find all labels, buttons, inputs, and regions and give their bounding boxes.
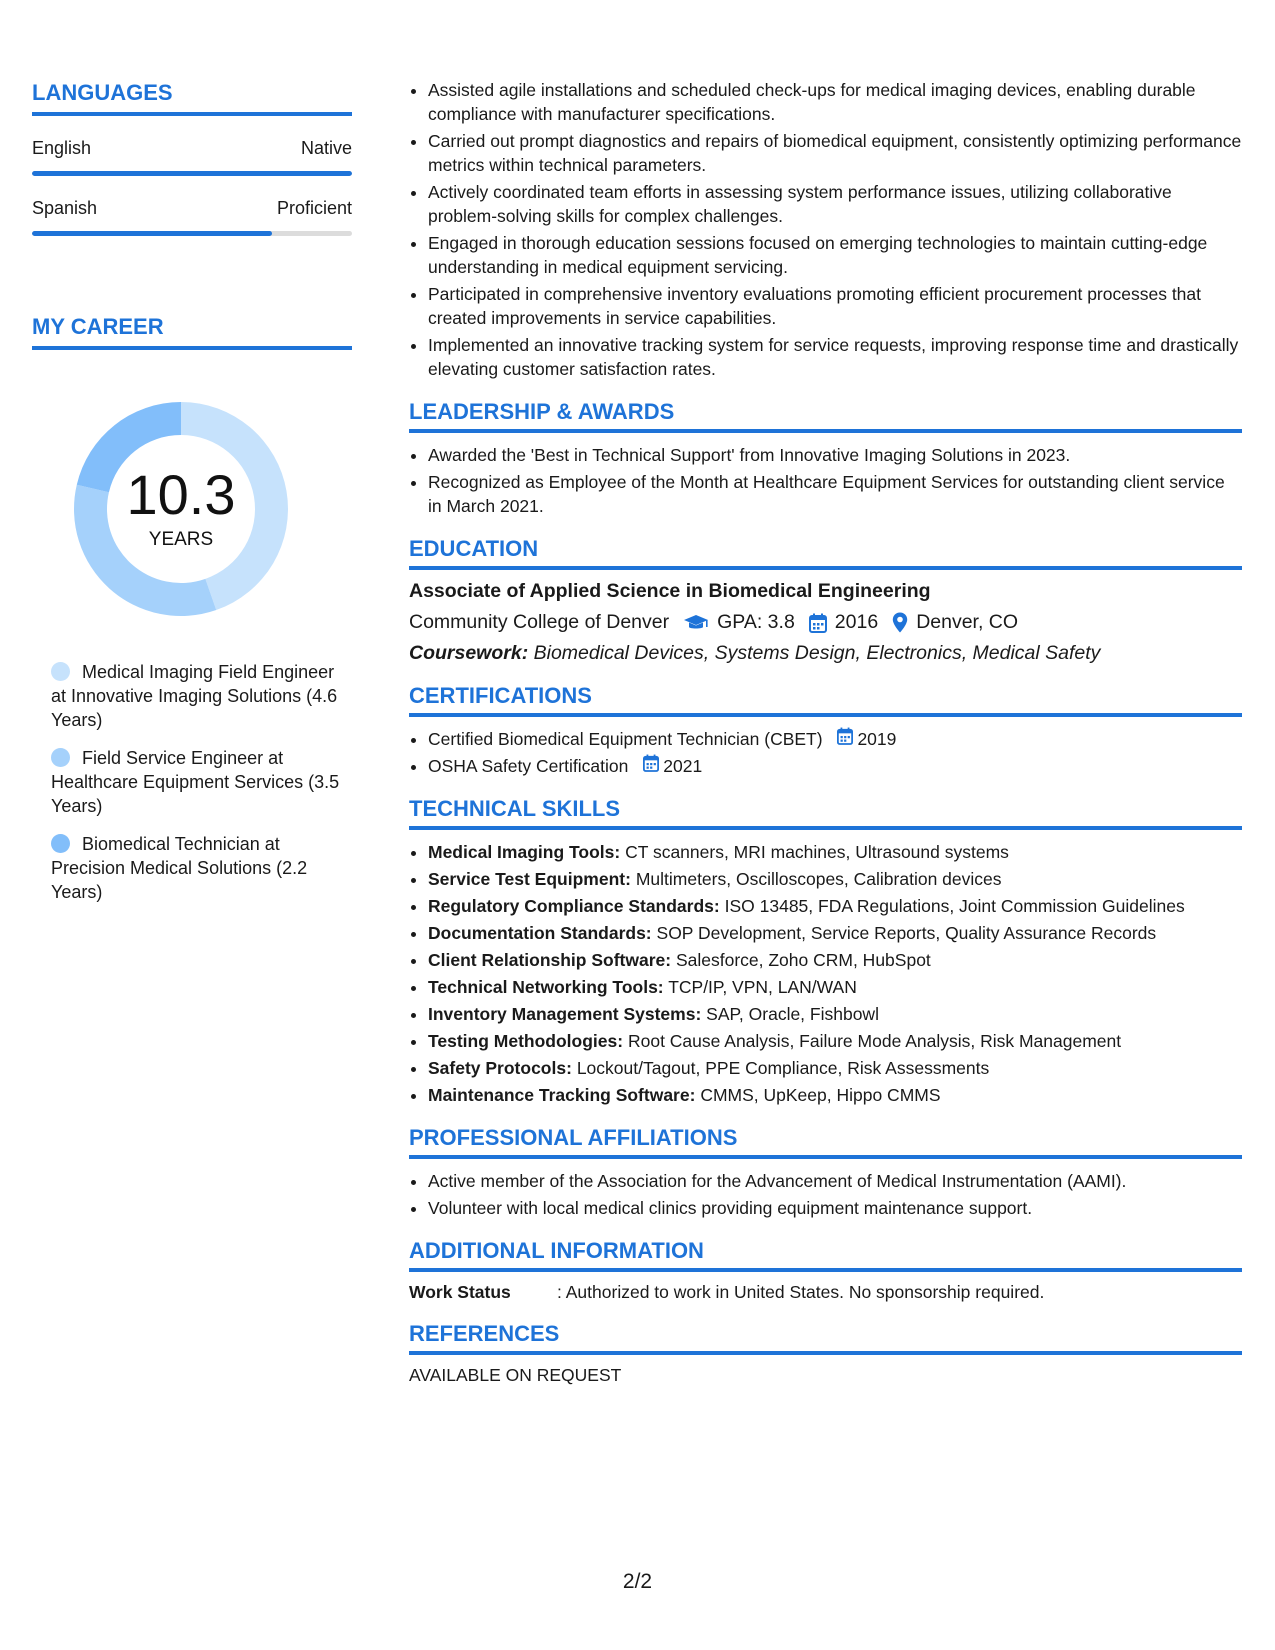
experience-bullet: • Engaged in thorough education sessions focused on emerging technologies to maintain cutting-edge understanding in medical equipment servicing.	[428, 231, 1242, 279]
skill-value: Lockout/Tagout, PPE Compliance, Risk Assessments	[576, 1058, 990, 1078]
skill-value: Salesforce, Zoho CRM, HubSpot	[675, 950, 931, 970]
leadership-item: • Awarded the 'Best in Technical Support' from Innovative Imaging Solutions in 2023.	[428, 443, 1242, 467]
skill-label: Medical Imaging Tools:	[428, 842, 621, 862]
leadership-list	[409, 443, 1242, 518]
education-gpa: GPA: 3.8	[717, 611, 795, 633]
education-year: 2016	[834, 611, 879, 633]
skill-label: Testing Methodologies:	[428, 1031, 624, 1051]
education-degree: Associate of Applied Science in Biomedical Engineering	[409, 580, 931, 602]
experience-bullets	[409, 78, 1242, 381]
education-location: Denver, CO	[916, 611, 1019, 633]
language-level: Proficient	[276, 198, 352, 218]
language-name: Spanish	[32, 198, 98, 218]
legend-dot-icon	[51, 748, 70, 767]
sidebar	[32, 80, 352, 918]
certification-name: OSHA Safety Certification	[428, 756, 629, 776]
skill-item	[428, 1029, 1242, 1053]
skill-value: Multimeters, Oscilloscopes, Calibration devices	[635, 869, 1002, 889]
work-status-label: Work Status	[409, 1282, 511, 1302]
experience-bullet: • Participated in comprehensive inventory evaluations promoting efficient procurement processes that created improvements in service capabilities.	[428, 282, 1242, 330]
certification-year: 2021	[663, 756, 703, 776]
skill-value: Root Cause Analysis, Failure Mode Analysis, Risk Management	[627, 1031, 1122, 1051]
career-title: MY CAREER	[32, 314, 352, 350]
legend-dot-icon	[51, 662, 70, 681]
map-pin-icon	[892, 612, 908, 633]
skill-label: Safety Protocols:	[428, 1058, 572, 1078]
calendar-icon	[837, 727, 853, 751]
calendar-icon	[643, 754, 659, 778]
skill-item	[428, 867, 1242, 891]
work-status-value: : Authorized to work in United States. No sponsorship required.	[557, 1282, 1045, 1302]
work-status-row	[409, 1282, 1242, 1303]
skill-item	[428, 948, 1242, 972]
experience-bullet: • Carried out prompt diagnostics and repairs of biomedical equipment, consistently optimizing performance metrics within technical parameters.	[428, 129, 1242, 177]
skill-item	[428, 975, 1242, 999]
experience-bullet: • Implemented an innovative tracking system for service requests, improving response time and drastically elevating customer satisfaction rates.	[428, 333, 1242, 381]
leadership-item: • Recognized as Employee of the Month at Healthcare Equipment Services for outstanding client service in March 2021.	[428, 470, 1242, 518]
certification-year: 2019	[857, 729, 897, 749]
career-total-years: 10.3	[126, 463, 236, 526]
leadership-title: LEADERSHIP & AWARDS	[409, 399, 1242, 433]
references-title: REFERENCES	[409, 1321, 1242, 1355]
graduation-cap-icon	[683, 614, 709, 632]
certification-item	[428, 754, 1242, 778]
coursework-value: Biomedical Devices, Systems Design, Electronics, Medical Safety	[533, 642, 1101, 664]
certifications-list	[409, 727, 1242, 778]
skill-value: TCP/IP, VPN, LAN/WAN	[668, 977, 857, 997]
skill-label: Technical Networking Tools:	[428, 977, 664, 997]
career-legend-label: Medical Imaging Field Engineer at Innovative Imaging Solutions (4.6 Years)	[51, 662, 338, 730]
main-content	[409, 78, 1242, 1386]
certifications-title: CERTIFICATIONS	[409, 683, 1242, 717]
legend-dot-icon	[51, 834, 70, 853]
certification-item	[428, 727, 1242, 751]
skill-value: CMMS, UpKeep, Hippo CMMS	[700, 1085, 941, 1105]
education-school: Community College of Denver	[409, 611, 670, 633]
skill-item	[428, 1056, 1242, 1080]
skill-value: SOP Development, Service Reports, Quality Assurance Records	[656, 923, 1157, 943]
affiliation-item: • Active member of the Association for the Advancement of Medical Instrumentation (AAMI).	[428, 1169, 1242, 1193]
coursework-label: Coursework:	[409, 642, 529, 664]
skill-label: Maintenance Tracking Software:	[428, 1085, 696, 1105]
language-name: English	[32, 138, 92, 158]
career-legend-label: Biomedical Technician at Precision Medical Solutions (2.2 Years)	[51, 834, 308, 902]
affiliations-list	[409, 1169, 1242, 1220]
career-legend-item	[51, 660, 341, 732]
career-legend	[32, 660, 352, 904]
skill-value: SAP, Oracle, Fishbowl	[706, 1004, 879, 1024]
language-item	[32, 138, 352, 176]
career-legend-item	[51, 746, 341, 818]
page-number: 2/2	[622, 1570, 653, 1593]
additional-info-title: ADDITIONAL INFORMATION	[409, 1238, 1242, 1272]
references-text: AVAILABLE ON REQUEST	[409, 1365, 622, 1385]
skills-list	[409, 840, 1242, 1107]
skill-item	[428, 1002, 1242, 1026]
certification-name: Certified Biomedical Equipment Technician (CBET)	[428, 729, 823, 749]
career-donut-chart	[66, 394, 296, 624]
education-title: EDUCATION	[409, 536, 1242, 570]
education-details	[409, 611, 1242, 634]
language-bar-fill	[32, 231, 272, 236]
career-years-unit: YEARS	[148, 529, 214, 550]
education-coursework	[409, 642, 1242, 665]
language-bar	[32, 171, 352, 176]
skill-label: Documentation Standards:	[428, 923, 652, 943]
skills-title: TECHNICAL SKILLS	[409, 796, 1242, 830]
skill-label: Client Relationship Software:	[428, 950, 672, 970]
experience-bullet: • Actively coordinated team efforts in assessing system performance issues, utilizing collaborative problem-solving skills for complex challenges.	[428, 180, 1242, 228]
affiliations-title: PROFESSIONAL AFFILIATIONS	[409, 1125, 1242, 1159]
language-bar-fill	[32, 171, 352, 176]
skill-item	[428, 840, 1242, 864]
language-item	[32, 198, 352, 236]
experience-bullet: • Assisted agile installations and scheduled check-ups for medical imaging devices, enabling durable compliance with manufacturer specifications.	[428, 78, 1242, 126]
skill-item	[428, 921, 1242, 945]
skill-label: Service Test Equipment:	[428, 869, 631, 889]
skill-label: Regulatory Compliance Standards:	[428, 896, 720, 916]
skill-item	[428, 1083, 1242, 1107]
language-bar	[32, 231, 352, 236]
skill-value: CT scanners, MRI machines, Ultrasound systems	[625, 842, 1009, 862]
language-level: Native	[300, 138, 352, 158]
skill-label: Inventory Management Systems:	[428, 1004, 702, 1024]
career-legend-label: Field Service Engineer at Healthcare Equipment Services (3.5 Years)	[51, 748, 340, 816]
calendar-icon	[809, 613, 827, 633]
skill-item	[428, 894, 1242, 918]
career-legend-item	[51, 832, 341, 904]
affiliation-item: • Volunteer with local medical clinics providing equipment maintenance support.	[428, 1196, 1242, 1220]
languages-title: LANGUAGES	[32, 80, 352, 116]
skill-value: ISO 13485, FDA Regulations, Joint Commission Guidelines	[724, 896, 1185, 916]
